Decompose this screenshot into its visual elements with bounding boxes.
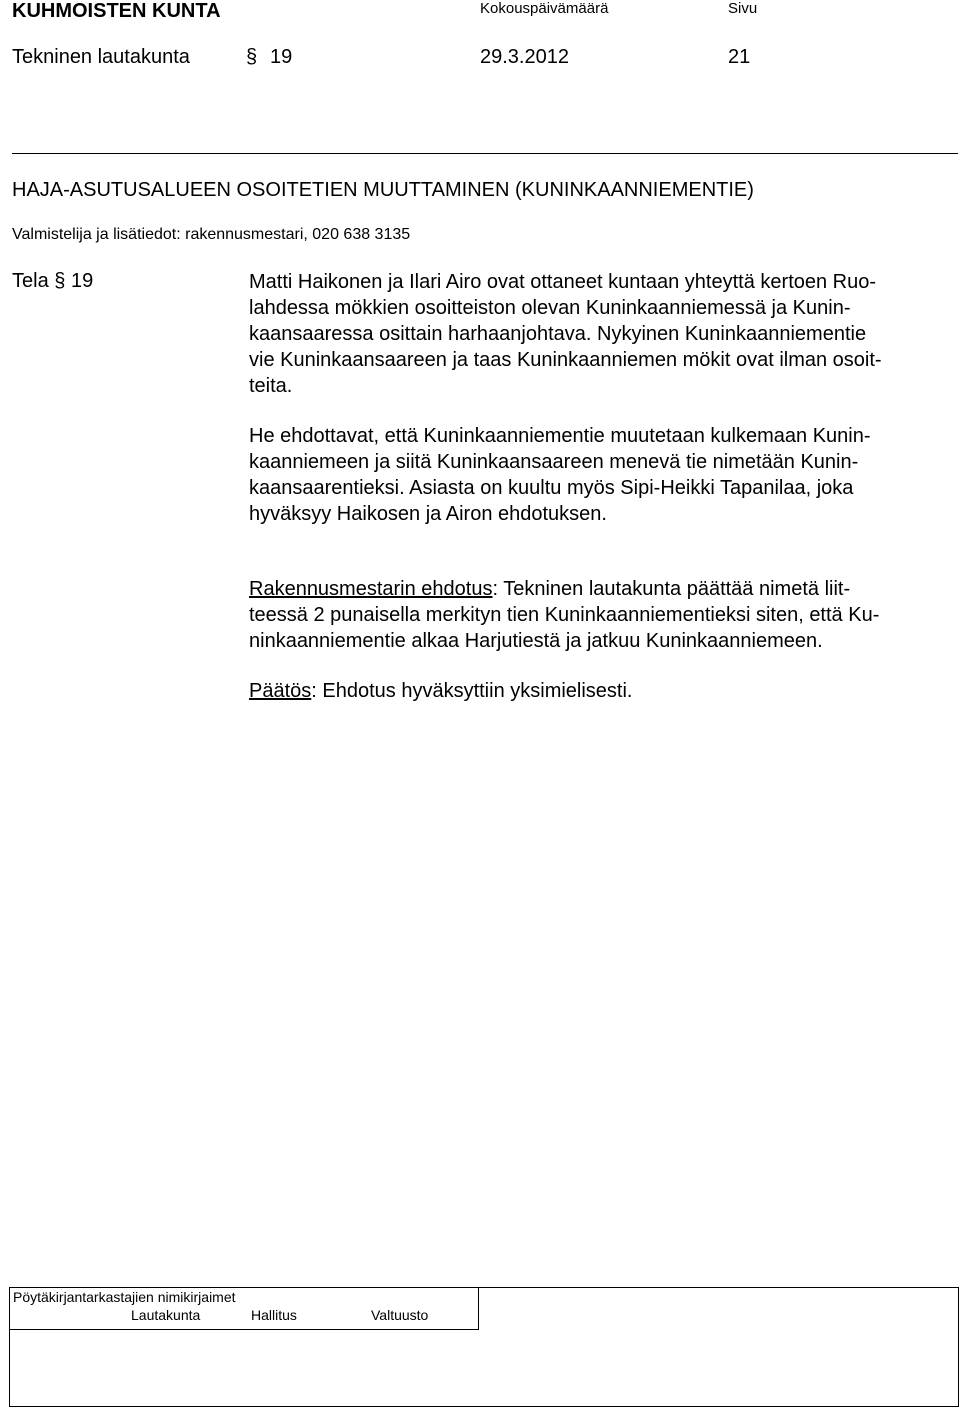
decision-label: Päätös xyxy=(249,680,312,702)
signature-column-board: Lautakunta xyxy=(131,1307,201,1323)
paragraph-background xyxy=(249,269,949,399)
paragraph-proposal-by-residents xyxy=(249,423,949,527)
meeting-date: 29.3.2012 xyxy=(480,46,569,68)
proposal-line: ninkaanniementie alkaa Harjutiestä ja jatkuu Kuninkaanniemeen. xyxy=(249,630,823,652)
preparer-info: Valmistelija ja lisätiedot: rakennusmestari, 020 638 3135 xyxy=(12,226,411,243)
section-number: 19 xyxy=(270,46,293,68)
paragraph-line: kaansaarentieksi. Asiasta on kuultu myös Sipi-Heikki Tapanilaa, joka xyxy=(249,477,854,499)
paragraph-line: hyväksyy Haikosen ja Airon ehdotuksen. xyxy=(249,503,607,525)
paragraph-line: teita. xyxy=(249,375,293,397)
proposal-label: Rakennusmestarin ehdotus xyxy=(249,578,493,600)
organization-name: KUHMOISTEN KUNTA xyxy=(12,0,221,22)
paragraph-line: He ehdottavat, että Kuninkaanniementie muutetaan kulkemaan Kunin- xyxy=(249,425,871,447)
reference-symbol: § xyxy=(54,270,66,292)
paragraph-line: Matti Haikonen ja Ilari Airo ovat ottaneet kuntaan yhteyttä kertoen Ruo- xyxy=(249,271,877,293)
paragraph-line: kaanniemeen ja siitä Kuninkaansaareen menevä tie nimetään Kunin- xyxy=(249,451,859,473)
document-title: HAJA-ASUTUSALUEEN OSOITETIEN MUUTTAMINEN (KUNINKAANNIEMENTIE) xyxy=(12,179,754,201)
paragraph-line: kaansaaressa osittain harhaanjohtava. Nykyinen Kuninkaanniementie xyxy=(249,323,867,345)
official-proposal xyxy=(249,576,949,654)
reference-number: 19 xyxy=(70,270,94,292)
decision-text: : Ehdotus hyväksyttiin yksimielisesti. xyxy=(311,680,633,702)
decision xyxy=(249,678,949,704)
signature-cell xyxy=(10,1288,479,1330)
signature-column-council: Valtuusto xyxy=(371,1307,429,1323)
proposal-line: teessä 2 punaisella merkityn tien Kuninkaanniementieksi siten, että Ku- xyxy=(249,604,880,626)
meeting-date-label: Kokouspäivämäärä xyxy=(480,0,609,17)
reference xyxy=(12,270,93,293)
paragraph-line: lahdessa mökkien osoitteiston olevan Kuninkaanniemessä ja Kunin- xyxy=(249,297,851,319)
page-label: Sivu xyxy=(728,0,758,17)
proposal-text: : Tekninen lautakunta päättää nimetä liit- xyxy=(492,578,851,600)
proposal-line xyxy=(249,576,949,602)
paragraph-line: vie Kuninkaansaareen ja taas Kuninkaanniemen mökit ovat ilman osoit- xyxy=(249,349,882,371)
page-number: 21 xyxy=(728,46,751,68)
board-name: Tekninen lautakunta xyxy=(12,46,190,68)
header-divider xyxy=(12,153,958,154)
signature-column-government: Hallitus xyxy=(251,1307,297,1323)
signature-box-title: Pöytäkirjantarkastajien nimikirjaimet xyxy=(13,1289,236,1305)
reference-label: Tela xyxy=(12,270,49,292)
section-symbol: § xyxy=(246,46,258,68)
signature-box xyxy=(9,1287,959,1407)
decision-line xyxy=(249,678,949,704)
